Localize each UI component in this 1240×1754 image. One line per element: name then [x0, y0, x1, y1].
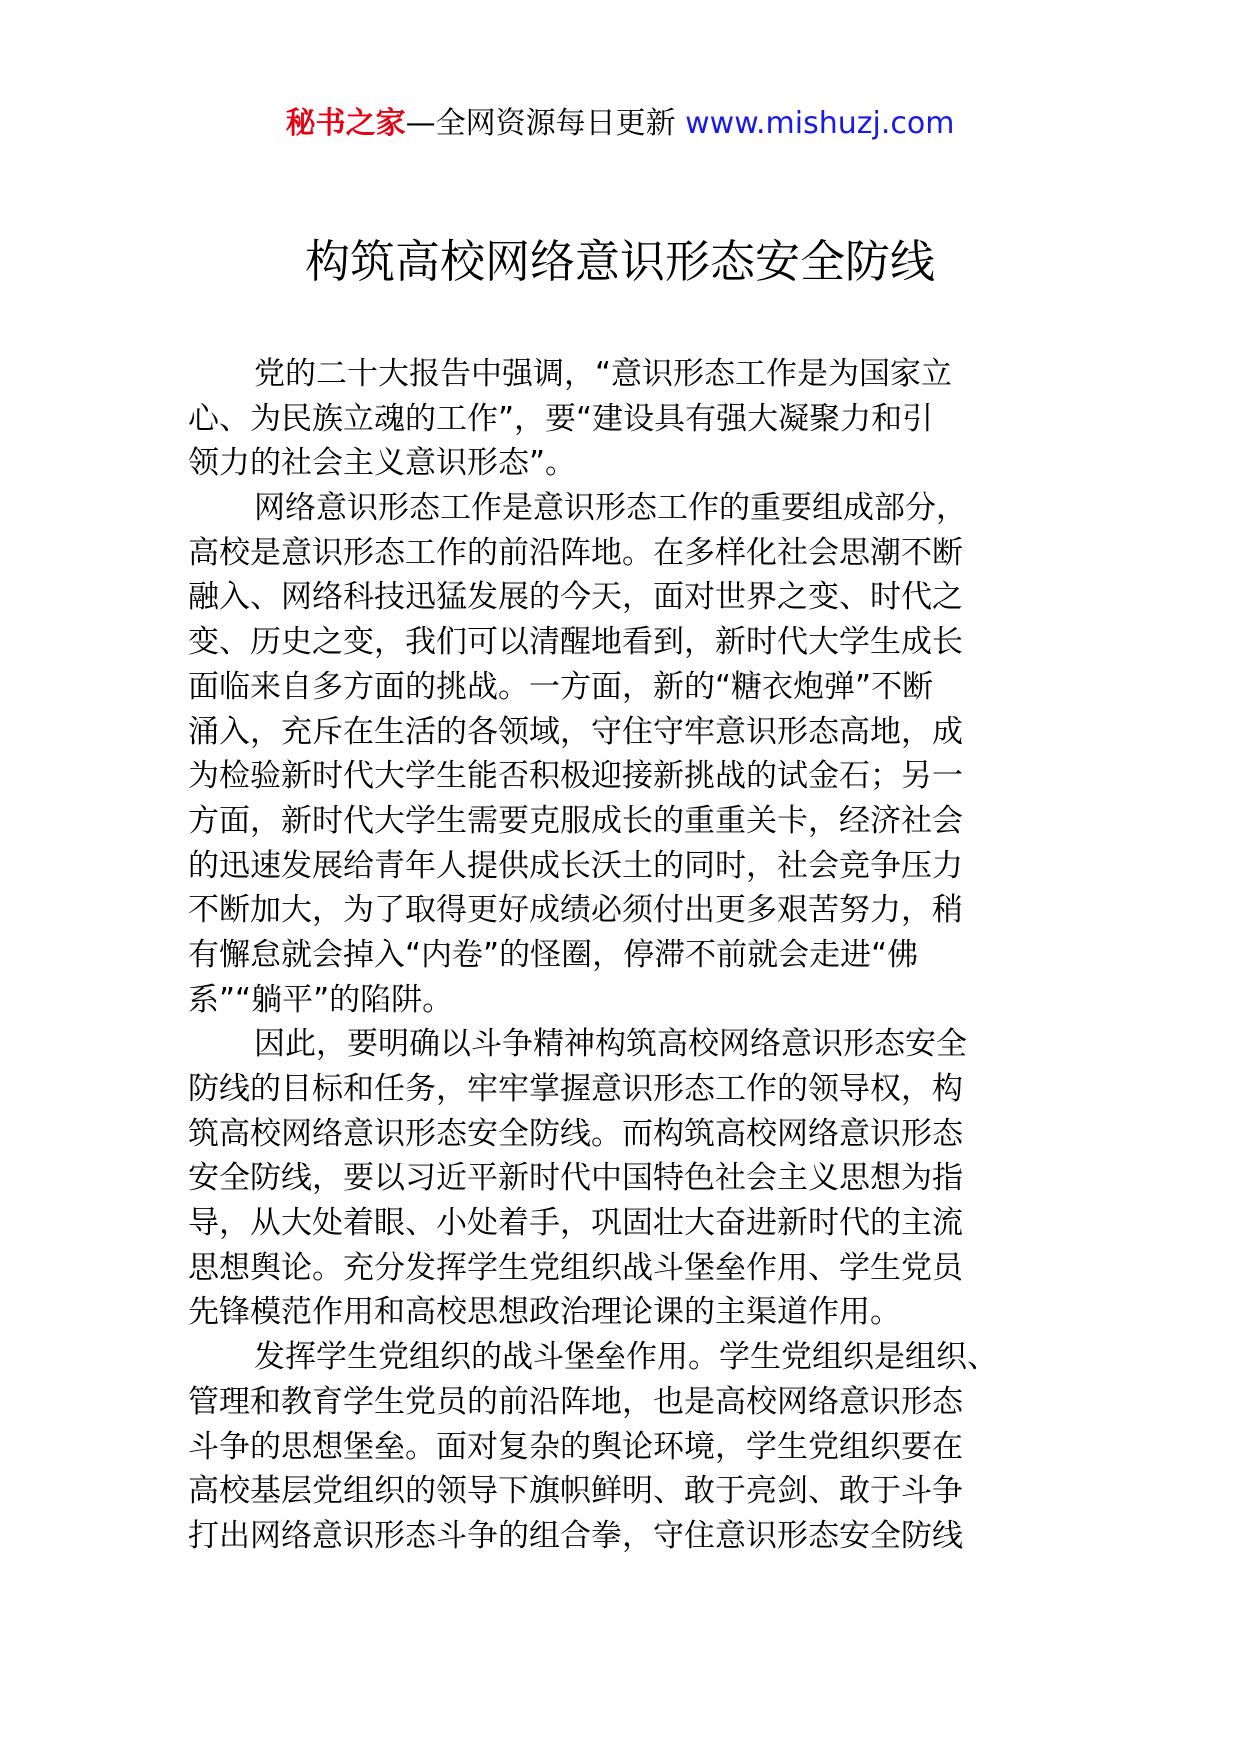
site-slogan: —全网资源每日更新	[405, 106, 686, 141]
text-line: 安全防线，要以习近平新时代中国特色社会主义思想为指	[188, 1160, 963, 1197]
text-line: 面临来自多方面的挑战。一方面，新的“糖衣炮弹”不断	[188, 668, 934, 705]
text-line: 斗争的思想堡垒。面对复杂的舆论环境，学生党组织要在	[188, 1428, 963, 1465]
text-line: 的迅速发展给青年人提供成长沃土的同时，社会竞争压力	[188, 847, 963, 884]
text-line: 高校是意识形态工作的前沿阵地。在多样化社会思潮不断	[188, 534, 963, 571]
document-title: 构筑高校网络意识形态安全防线	[304, 235, 935, 288]
text-line: 领力的社会主义意识形态”。	[188, 445, 577, 482]
text-line: 系”“躺平”的陷阱。	[188, 981, 454, 1018]
text-line: 不断加大，为了取得更好成绩必须付出更多艰苦努力，稍	[188, 892, 963, 929]
document-body	[188, 352, 1054, 1559]
text-line: 打出网络意识形态斗争的组合拳，守住意识形态安全防线	[188, 1517, 963, 1554]
text-line: 因此，要明确以斗争精神构筑高校网络意识形态安全	[254, 1026, 967, 1063]
text-line: 高校基层党组织的领导下旗帜鲜明、敢于亮剑、敢于斗争	[188, 1473, 963, 1510]
text-line: 融入、网络科技迅猛发展的今天，面对世界之变、时代之	[188, 579, 963, 616]
site-brand: 秘书之家	[285, 106, 406, 141]
text-line: 管理和教育学生党员的前沿阵地，也是高校网络意识形态	[188, 1383, 963, 1420]
text-line: 变、历史之变，我们可以清醒地看到，新时代大学生成长	[188, 624, 963, 661]
site-url-link[interactable]: www.mishuzj.com	[685, 106, 955, 141]
text-line: 为检验新时代大学生能否积极迎接新挑战的试金石；另一	[188, 758, 963, 795]
text-line: 导，从大处着眼、小处着手，巩固壮大奋进新时代的主流	[188, 1205, 963, 1242]
text-line: 涌入，充斥在生活的各领域，守住守牢意识形态高地，成	[188, 713, 963, 750]
text-line: 先锋模范作用和高校思想政治理论课的主渠道作用。	[188, 1294, 901, 1331]
text-line: 思想舆论。充分发挥学生党组织战斗堡垒作用、学生党员	[188, 1249, 963, 1286]
text-line: 网络意识形态工作是意识形态工作的重要组成部分，	[254, 490, 967, 527]
site-header	[0, 100, 1240, 148]
text-line: 党的二十大报告中强调，“意识形态工作是为国家立	[254, 356, 953, 392]
text-line: 防线的目标和任务，牢牢掌握意识形态工作的领导权，构	[188, 1071, 963, 1107]
text-line: 心、为民族立魂的工作”，要“建设具有强大凝聚力和引	[188, 400, 934, 437]
text-line: 发挥学生党组织的战斗堡垒作用。学生党组织是组织、	[254, 1339, 998, 1376]
text-line: 方面，新时代大学生需要克服成长的重重关卡，经济社会	[188, 802, 963, 839]
text-line: 有懈怠就会掉入“内卷”的怪圈，停滞不前就会走进“佛	[188, 936, 919, 973]
text-line: 筑高校网络意识形态安全防线。而构筑高校网络意识形态	[188, 1115, 963, 1152]
